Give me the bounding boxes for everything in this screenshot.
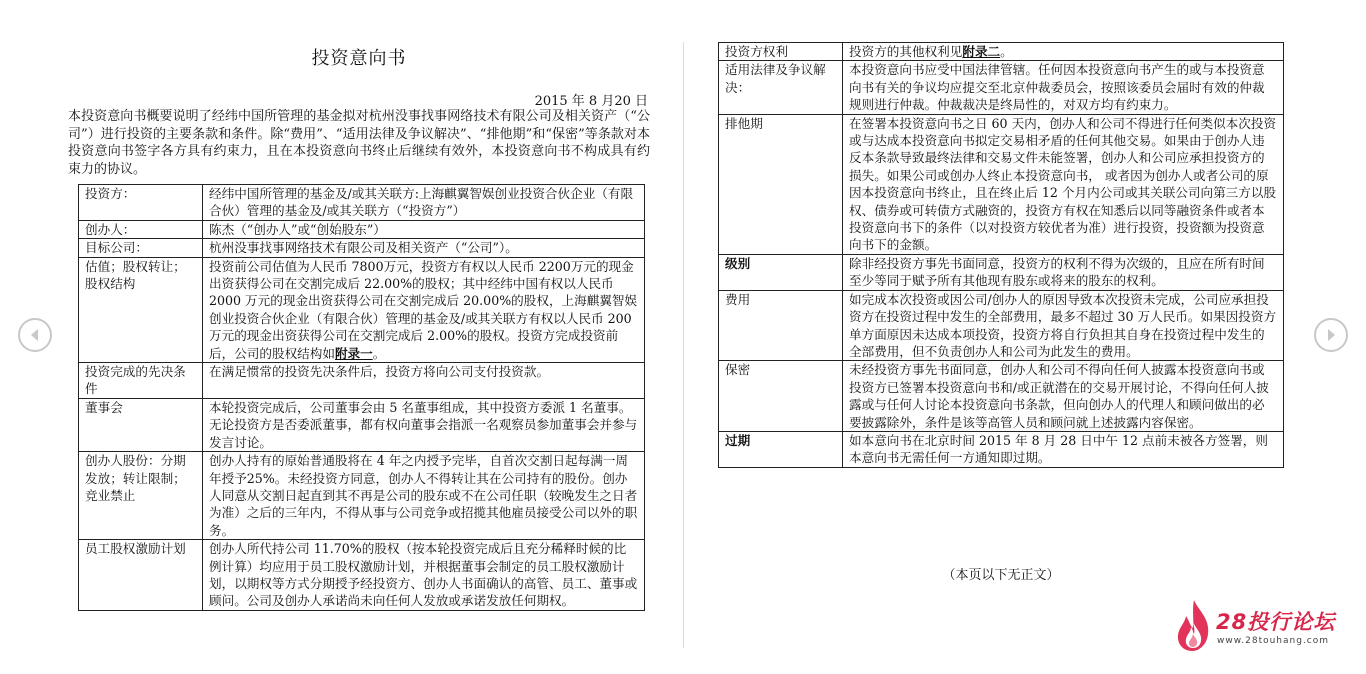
table-row (79, 540, 645, 611)
term-key: 保密 (719, 361, 843, 432)
table-row (719, 431, 1284, 467)
term-value: 如完成本次投资或因公司/创办人的原因导致本次投资未完成，公司应承担投资方在投资过程中发生的全部费用，最多不超过 30 万人民币。如果因投资方单方面原因未达成本项投资，投资方将自行负担其自身在投资过程中发生的全部费用，但不负责创办人和公司为此发生的费用。 (843, 290, 1284, 361)
term-key: 董事会 (79, 398, 203, 451)
table-row (719, 61, 1284, 114)
term-value: 杭州没事找事网络技术有限公司及相关资产（“公司”）。 (203, 239, 645, 257)
term-value: 除非经投资方事先书面同意，投资方的权利不得为次级的，且应在所有时间至少等同于赋予所有其他现有股东或将来的股东的权利。 (843, 254, 1284, 290)
term-key: 创办人： (79, 220, 203, 238)
term-key: 投资方权利 (719, 43, 843, 61)
term-value: 如本意向书在北京时间 2015 年 8 月 28 日中午 12 点前未被各方签署，则本意向书无需任何一方通知即过期。 (843, 431, 1284, 467)
term-value: 在满足惯常的投资先决条件后，投资方将向公司支付投资款。 (203, 363, 645, 399)
term-key: 费用 (719, 290, 843, 361)
table-row (719, 254, 1284, 290)
table-row (79, 220, 645, 238)
table-row (719, 290, 1284, 361)
term-value: 创办人所代持公司 11.70%的股权（按本轮投资完成后且充分稀释时候的比例计算）均应用于员工股权激励计划，并根据董事会制定的员工股权激励计划，以期权等方式分期授予经投资方、创办人书面确认的高管、员工、董事或顾问。公司及创办人承诺尚未向任何人发放或承诺发放任何期权。 (203, 540, 645, 611)
appendix-2-link[interactable]: 附录二 (962, 44, 1001, 59)
table-row (79, 398, 645, 451)
term-value: 在签署本投资意向书之日 60 天内，创办人和公司不得进行任何类似本次投资或与达成本投资意向书拟定交易相矛盾的任何其他交易。如果由于创办人违反本条款导致最终法律和交易文件未能签署，创办人和公司应承担投资方的损失。如果公司或创办人终止本投资意向书， 或者因为创办人或者公司的原因本投资意向书终止，且在终止后 12 个月内公司或其关联公司向第三方以股权、债券或可转债方式融资的，投资方有权在知悉后以同等融资条件或者本投资意向书下的条件（以对投资方较优者为准）进行投资，投资额为投资意向书下的金额。 (843, 114, 1284, 254)
table-row (719, 114, 1284, 254)
table-row (79, 452, 645, 540)
term-key: 过期 (719, 431, 843, 467)
term-key: 创办人股份：分期发放；转让限制；竞业禁止 (79, 452, 203, 540)
terms-table-left (78, 184, 645, 611)
table-row (719, 43, 1284, 61)
previous-page-button[interactable] (18, 318, 52, 352)
document-title: 投资意向书 (311, 48, 407, 69)
site-logo[interactable] (1172, 598, 1342, 654)
term-value: 本投资意向书应受中国法律管辖。任何因本投资意向书产生的或与本投资意向书有关的争议均应提交至北京仲裁委员会，按照该委员会届时有效的仲裁规则进行仲裁。仲裁裁决是终局性的，对双方均有约束力。 (843, 61, 1284, 114)
term-key: 估值；股权转让；股权结构 (79, 257, 203, 362)
table-row (79, 239, 645, 257)
document-intro: 本投资意向书概要说明了经纬中国所管理的基金拟对杭州没事找事网络技术有限公司及相关资产（“公司”）进行投资的主要条款和条件。除“费用”、“适用法律及争议解决”、“排他期”和“保密”等条款对本投资意向书签字各方具有约束力，且在本投资意向书终止后继续有效外，本投资意向书不构成具有约束力的协议。 (68, 109, 650, 177)
term-value (203, 257, 645, 362)
term-value: 经纬中国所管理的基金及/或其关联方:上海麒翼智娱创业投资合伙企业（有限合伙）管理的基金及/或其关联方（“投资方”） (203, 185, 645, 221)
table-row (79, 185, 645, 221)
table-row (719, 361, 1284, 432)
term-text-tail: 。 (372, 345, 386, 361)
term-value: 本轮投资完成后，公司董事会由 5 名董事组成，其中投资方委派 1 名董事。无论投资方是否委派董事，都有权向董事会指派一名观察员参加董事会并参与发言讨论。 (203, 398, 645, 451)
term-key: 投资完成的先决条件 (79, 363, 203, 399)
logo-url: www.28touhang.com (1217, 636, 1330, 646)
logo-text: 28投行论坛 (1216, 610, 1336, 634)
term-text-tail: 。 (1000, 44, 1013, 59)
chevron-right-icon (1323, 327, 1339, 343)
table-row (79, 257, 645, 362)
term-value: 未经投资方事先书面同意，创办人和公司不得向任何人披露本投资意向书或投资方已签署本投资意向书和/或正就潜在的交易开展讨论，不得向任何人披露或与任何人讨论本投资意向书条款，但向创办人的代理人和顾问做出的必要披露除外，条件是该等高管人员和顾问就上述披露内容保密。 (843, 361, 1284, 432)
end-of-text-note: （本页以下无正文） (942, 568, 1060, 583)
term-value: 陈杰（“创办人”或“创始股东”） (203, 220, 645, 238)
term-value (843, 43, 1284, 61)
term-key: 适用法律及争议解决： (719, 61, 843, 114)
term-key: 排他期 (719, 114, 843, 254)
term-text: 投资方的其他权利见 (849, 44, 963, 59)
term-key: 投资方： (79, 185, 203, 221)
flame-icon (1172, 598, 1216, 654)
term-key: 目标公司： (79, 239, 203, 257)
terms-table-right (718, 42, 1284, 468)
term-value: 创办人持有的原始普通股将在 4 年之内授予完毕，自首次交割日起每满一周年授予25%。未经投资方同意，创办人不得转让其在公司持有的股份。创办人同意从交割日起直到其不再是公司的股东或不在公司任职（较晚发生之日者为准）之后的三年内，不得从事与公司竞争或招揽其他雇员接受公司以外的职务。 (203, 452, 645, 540)
appendix-1-link[interactable]: 附录一 (334, 345, 373, 361)
term-key: 员工股权激励计划 (79, 540, 203, 611)
document-date: 2015 年 8 月20 日 (534, 94, 648, 109)
table-row (79, 363, 645, 399)
term-text: 投资前公司估值为人民币 7800万元，投资方有权以人民币 2200万元的现金出资获得公司在交割完成后 22.00%的股权；其中经纬中国有权以人民币 2000 万元的现金出资获得公司在交割完成后 20.00%的股权，上海麒翼智娱创业投资合伙企业（有限合伙）管理的基金及/或其关联方有权以人民币 200 万元的现金出资获得公司在交割完成后 2.00%的股权。投资方完成投资前后，公司的股权结构如 (209, 258, 638, 361)
chevron-left-icon (27, 327, 43, 343)
next-page-button[interactable] (1314, 318, 1348, 352)
page-divider (683, 42, 684, 648)
term-key: 级别 (719, 254, 843, 290)
